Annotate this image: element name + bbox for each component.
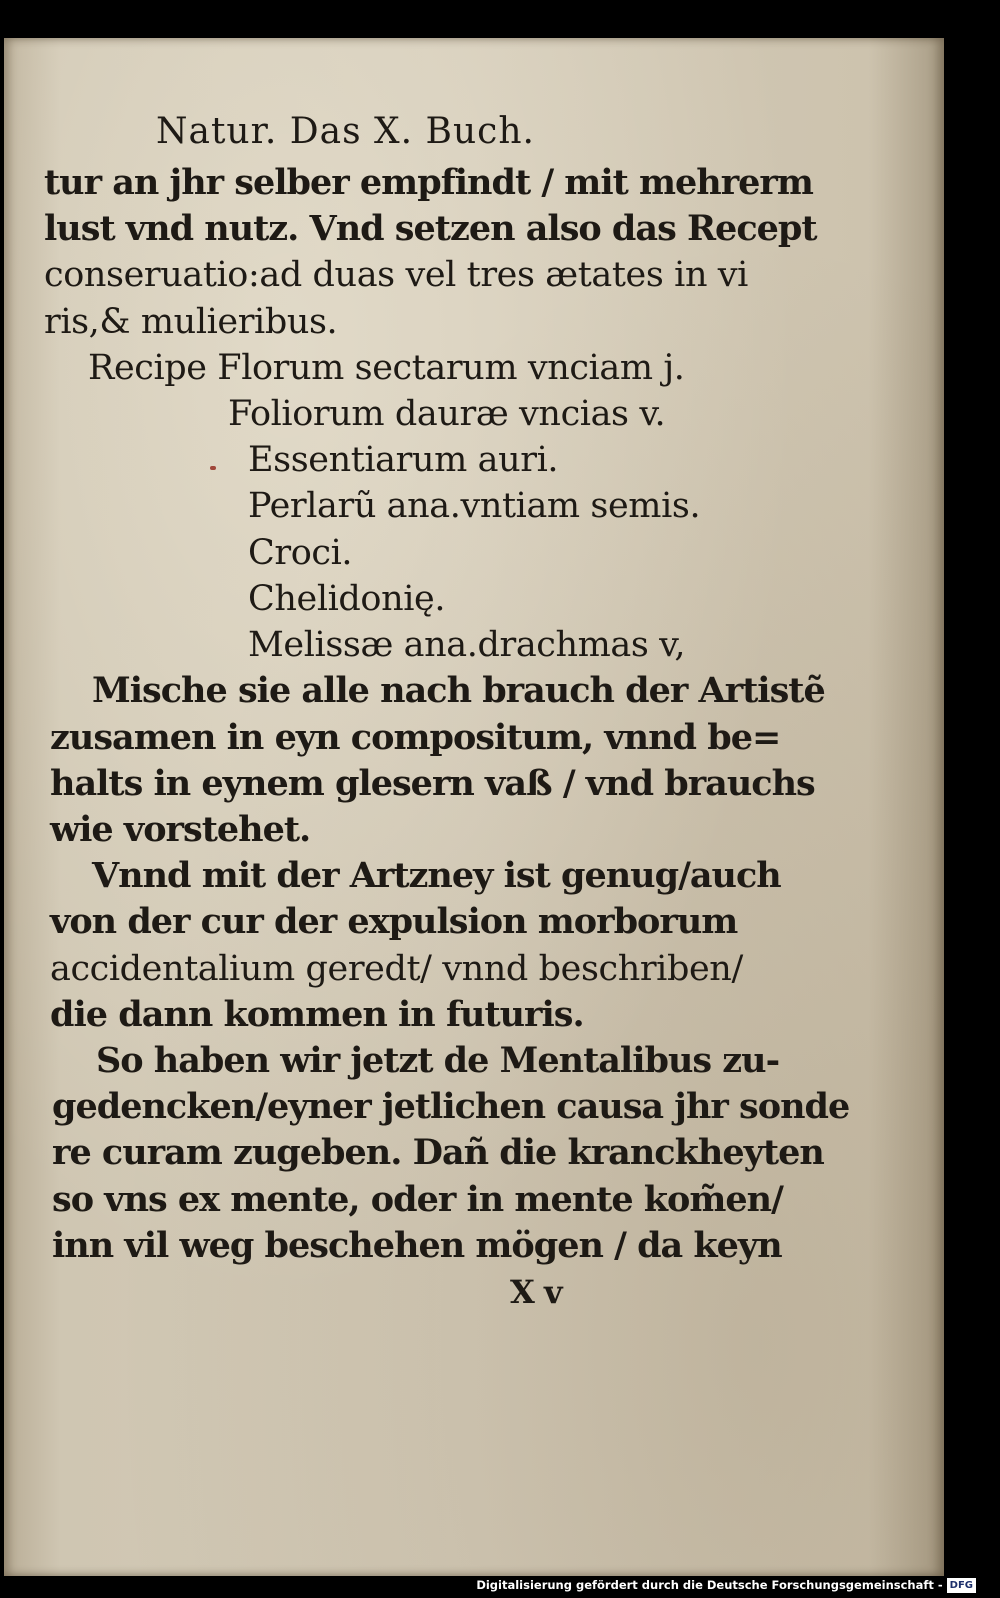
text-line-17: von der cur der expulsion morborum — [50, 901, 738, 942]
text-line-24: inn vil weg beschehen mögen / da keyn — [52, 1225, 782, 1266]
recipe-line-4: Perlarũ ana.vntiam semis. — [248, 486, 701, 526]
text-line-16: Vnnd mit der Artzney ist genug/auch — [92, 855, 781, 896]
recipe-line-6: Chelidonię. — [248, 579, 446, 619]
recipe-line-1: Recipe Florum sectarum vnciam j. — [88, 348, 685, 388]
digitization-credit — [476, 1576, 976, 1594]
ink-speck — [210, 466, 216, 470]
text-line-23: so vns ex mente, oder in mente kom̃en/ — [52, 1179, 783, 1220]
text-line-4: ris,& mulieribus. — [44, 302, 338, 342]
text-line-13: zusamen in eyn compositum, vnnd be= — [50, 717, 781, 758]
recipe-line-2: Foliorum dauræ vncias v. — [228, 394, 666, 434]
recipe-line-5: Croci. — [248, 533, 353, 573]
text-line-15: wie vorstehet. — [50, 809, 311, 850]
dfg-logo-icon: DFG — [947, 1578, 976, 1593]
recipe-line-3: Essentiarum auri. — [248, 440, 559, 480]
text-line-21: gedencken/eyner jetlichen causa jhr sonde — [52, 1086, 850, 1127]
book-page — [4, 38, 944, 1576]
text-line-14: halts in eynem glesern vaß / vnd brauchs — [50, 763, 815, 804]
text-line-1: tur an jhr selber empfindt / mit mehrerm — [44, 162, 813, 203]
credit-text: Digitalisierung gefördert durch die Deutsche Forschungsgemeinschaft - — [476, 1578, 943, 1592]
text-line-2: lust vnd nutz. Vnd setzen also das Recept — [44, 208, 817, 249]
running-header: Natur. Das X. Buch. — [156, 111, 535, 152]
page-text — [4, 38, 944, 1576]
text-line-20: So haben wir jetzt de Mentalibus zu- — [96, 1040, 780, 1081]
text-line-19: die dann kommen in futuris. — [50, 994, 584, 1035]
recipe-line-7: Melissæ ana.drachmas v, — [248, 625, 686, 665]
text-line-12: Mische sie alle nach brauch der Artistẽ — [92, 670, 825, 711]
signature-mark: X v — [510, 1273, 562, 1311]
text-line-18: accidentalium geredt/ vnnd beschriben/ — [50, 949, 743, 989]
text-line-22: re curam zugeben. Dañ die kranckheyten — [52, 1132, 824, 1173]
text-line-3: conseruatio:ad duas vel tres ætates in vi — [44, 255, 748, 295]
